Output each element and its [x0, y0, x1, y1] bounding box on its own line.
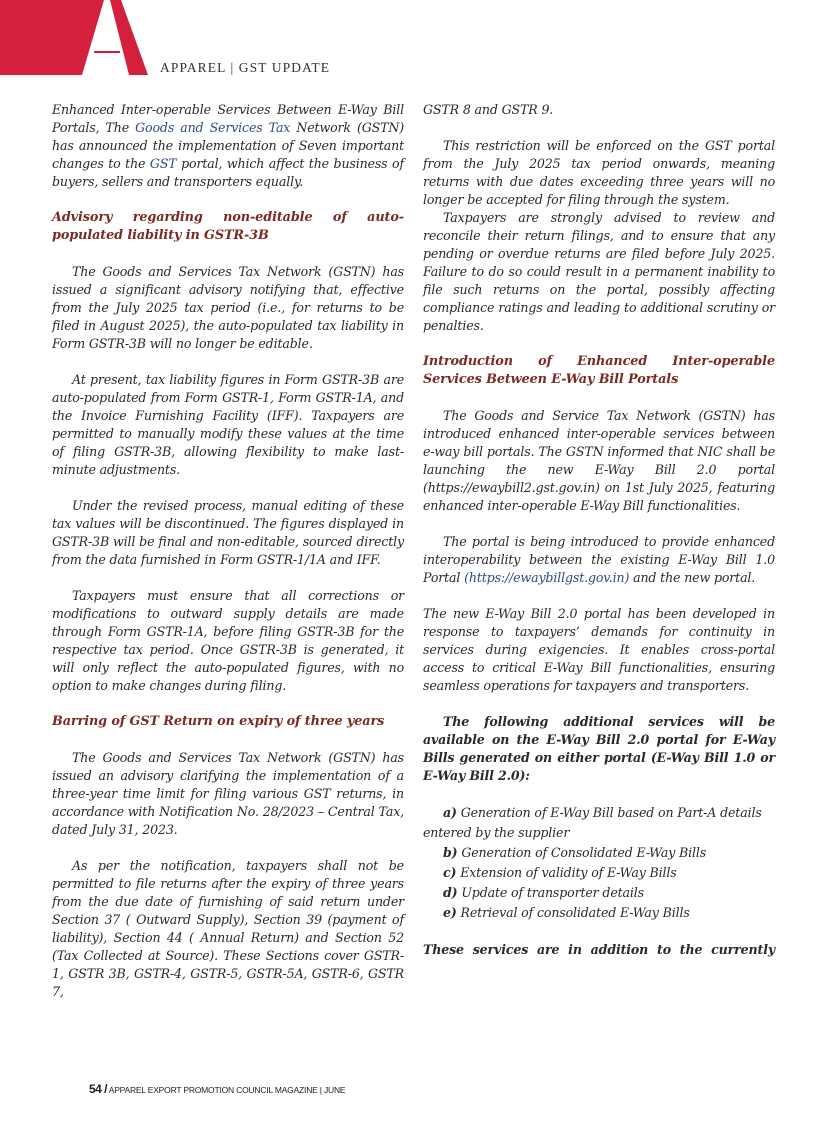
section-heading-eway: Introduction of Enhanced Inter-operable Services Between E-Way Bill Portals — [423, 354, 775, 387]
list-marker: b) — [443, 845, 458, 860]
page-footer — [89, 1082, 345, 1096]
list-text: Extension of validity of E-Way Bills — [460, 865, 677, 880]
gst-network-link[interactable]: Goods and Services Tax — [135, 120, 291, 135]
paragraph: This restriction will be enforced on the GST portal from the July 2025 tax period onwards, meaning returns with due dates exceeding three years will no longer be accepted for filing through the system. — [423, 138, 775, 207]
intro-paragraph — [52, 101, 404, 191]
apparel-logo-icon — [0, 0, 150, 76]
list-marker: a) — [443, 805, 457, 820]
paragraph: Under the revised process, manual editing of these tax values will be discontinued. The figures displayed in GSTR-3B will be final and non-editable, sourced directly from the data furnished in Form GSTR-1/1A and IFF. — [52, 498, 404, 567]
paragraph: At present, tax liability figures in Form GSTR-3B are auto-populated from Form GSTR-1, Form GSTR-1A, and the Invoice Furnishing Facility (IFF). Taxpayers are permitted to manually modify these values at the time of filing GSTR-3B, allowing flexibility to make last-minute adjustments. — [52, 372, 404, 477]
intro-text-2: Network (GSTN) has announced the implementation of Seven important changes to the — [52, 120, 404, 171]
gst-link[interactable]: GST — [149, 156, 177, 171]
service-item-d — [423, 883, 775, 903]
section-heading-gstr3b: Advisory regarding non-editable of auto-populated liability in GSTR-3B — [52, 210, 404, 243]
list-text: Generation of Consolidated E-Way Bills — [461, 845, 707, 860]
paragraph: The Goods and Service Tax Network (GSTN) has introduced enhanced inter-operable services between e-way bill portals. The GSTN informed that NIC shall be launching the new E-Way Bill 2.0 portal (https://ewaybill2.gst.gov.in) on 1st July 2025, featuring enhanced inter-operable E-Way Bill functionalities. — [423, 408, 775, 513]
publication-name: APPAREL EXPORT PROMOTION COUNCIL MAGAZINE | JUNE — [108, 1085, 346, 1095]
list-marker: e) — [443, 905, 457, 920]
service-item-e — [423, 903, 775, 923]
continuation-text: GSTR 8 and GSTR 9. — [423, 102, 554, 117]
left-column — [52, 101, 404, 1001]
page-number: 54 / — [89, 1082, 108, 1096]
list-text: Update of transporter details — [461, 885, 644, 900]
closing-text: These services are in addition to the currently — [423, 942, 775, 957]
paragraph: The Goods and Services Tax Network (GSTN) has issued an advisory clarifying the implementation of a three-year time limit for filing various GST returns, in accordance with Notification No. 28/2023 – Central Tax, dated July 31, 2023. — [52, 750, 404, 837]
intro-text-1: Enhanced Inter-operable Services Between E-Way Bill Portals, The — [52, 102, 404, 135]
paragraph: The new E-Way Bill 2.0 portal has been developed in response to taxpayers’ demands for continuity in services during exigencies. It enables cross-portal access to critical E-Way Bill functionalities, ensuring seamless operations for taxpayers and transporters. — [423, 606, 775, 693]
paragraph — [423, 533, 775, 587]
list-text: Generation of E-Way Bill based on Part-A details entered by the supplier — [423, 805, 762, 840]
paragraph: As per the notification, taxpayers shall not be permitted to file returns after the expiry of three years from the due date of furnishing of said return under Section 37 ( Outward Supply), Section 39 (payment of liability), Section 44 ( Annual Return) and Section 52 (Tax Collected at Source). These Sections cover GSTR-1, GSTR 3B, GSTR-4, GSTR-5, GSTR-5A, GSTR-6, GSTR 7, — [52, 858, 404, 999]
paragraph: The Goods and Services Tax Network (GSTN) has issued a significant advisory notifying that, effective from the July 2025 tax period (i.e., for returns to be filed in August 2025), the auto-populated tax liability in Form GSTR-3B will no longer be editable. — [52, 264, 404, 351]
portal-text-1: The portal is being introduced to provide enhanced interoperability between the existing E-Way Bill 1.0 Portal — [423, 534, 775, 585]
ewaybill-portal-link[interactable]: (https://ewaybillgst.gov.in) — [464, 570, 630, 585]
section-heading-barring: Barring of GST Return on expiry of three years — [52, 714, 385, 729]
section-label: APPAREL | GST UPDATE — [160, 60, 331, 75]
intro-text-3: portal, which affect the business of buyers, sellers and transporters equally. — [52, 156, 404, 189]
paragraph: Taxpayers must ensure that all corrections or modifications to outward supply details are made through Form GSTR-1A, before filing GSTR-3B for the respective tax period. Once GSTR-3B is generated, it will only reflect the auto-populated figures, with no option to make changes during filing. — [52, 588, 404, 693]
services-intro: The following additional services will be available on the E-Way Bill 2.0 portal for E-Way Bills generated on either portal (E-Way Bill 1.0 or E-Way Bill 2.0): — [423, 714, 775, 783]
portal-text-2: and the new portal. — [629, 570, 756, 585]
service-item-c — [423, 863, 775, 883]
service-item-a — [423, 803, 775, 843]
service-item-b — [423, 843, 775, 863]
right-column — [423, 101, 775, 959]
paragraph: Taxpayers are strongly advised to review and reconcile their return filings, and to ensure that any pending or overdue returns are filed before July 2025. Failure to do so could result in a permanent inability to file such returns on the portal, possibly affecting compliance ratings and leading to additional scrutiny or penalties. — [423, 210, 775, 333]
list-marker: c) — [443, 865, 457, 880]
list-text: Retrieval of consolidated E-Way Bills — [460, 905, 690, 920]
list-marker: d) — [443, 885, 458, 900]
